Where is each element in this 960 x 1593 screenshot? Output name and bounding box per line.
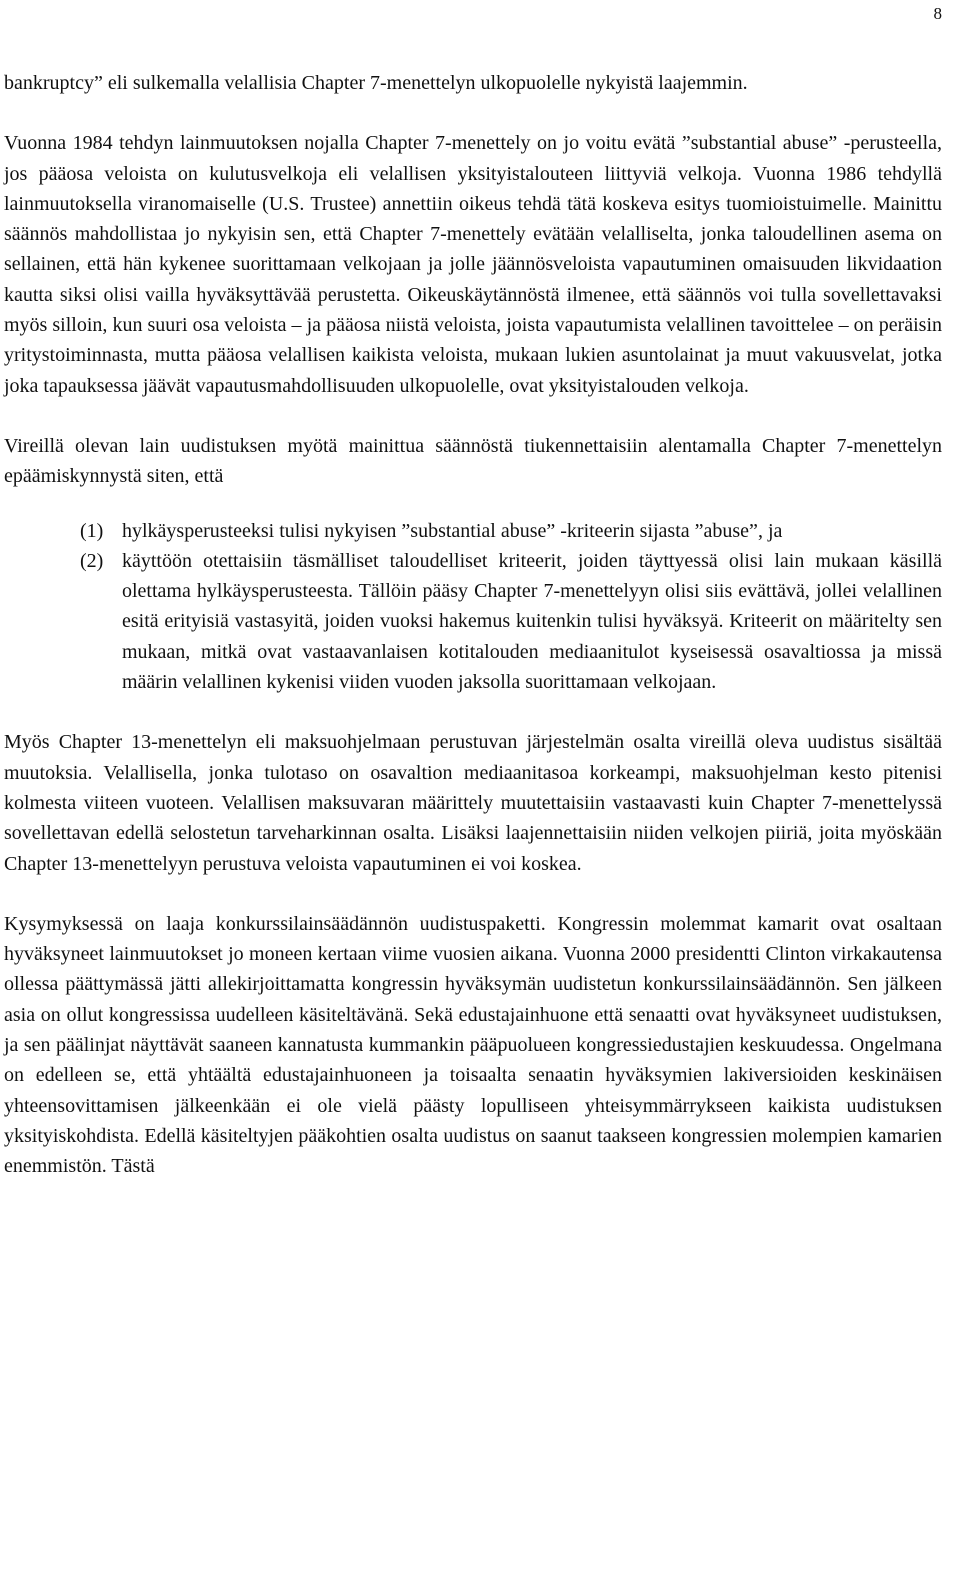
list-item-number: (1) <box>80 519 104 542</box>
paragraph-3: Vireillä olevan lain uudistuksen myötä mainittua säännöstä tiukennettaisiin alentamalla Chapter 7-menettelyn epäämiskynnystä siten, että <box>4 434 942 488</box>
numbered-list <box>4 516 942 698</box>
list-item <box>4 516 942 546</box>
list-item-text: käyttöön otettaisiin täsmälliset taloudelliset kriteerit, joiden täyttyessä olisi lain mukaan käsillä olettama hylkäysperusteesta. Tällöin pääsy Chapter 7-menettelyyn olisi siis evättävä, jollei velallinen esitä erityisiä vastasyitä, joiden vuoksi hakemus kuitenkin tulisi hyväksyä. Kriteerit on määritelty sen mukaan, mitkä ovat vastaavanlaisen kotitalouden mediaanitulot kyseisessä osavaltiossa ja missä määrin velallinen kykenisi viiden vuoden jaksolla suorittamaan velkojaan. <box>122 549 942 694</box>
paragraph-2: Vuonna 1984 tehdyn lainmuutoksen nojalla Chapter 7-menettely on jo voitu evätä ”substantial abuse” -perusteella, jos pääosa veloista on kulutusvelkoja eli velallisen yksityistalouteen liittyviä velkoja. Vuonna 1986 tehdyllä lainmuutoksella viranomaiselle (U.S. Trustee) annettiin oikeus tehdä tätä koskeva esitys tuomioistuimelle. Mainittu säännös mahdollistaa jo nykyisin sen, että Chapter 7-menettely evätään velalliselta, jonka taloudellinen asema on sellainen, että hän kykenee suorittamaan velkojaan ja jolle jäännösveloista vapautuminen omaisuuden likvidaation kautta siksi olisi vailla hyväksyttävää perustetta. Oikeuskäytännöstä ilmenee, että säännös voi tulla sovellettavaksi myös silloin, kun suuri osa veloista – ja pääosa niistä veloista, joista vapautumista velallinen tavoittelee – on peräisin yritystoiminnasta, mutta pääosa velallisen kaikista veloista, mukaan lukien asuntolainat ja muut vakuusvelat, jotka joka tapauksessa jäävät vapautusmahdollisuuden ulkopuolelle, ovat yksityistalouden velkoja. <box>4 132 942 397</box>
paragraph-1: bankruptcy” eli sulkemalla velallisia Chapter 7-menettelyn ulkopuolelle nykyistä laajemmin. <box>4 72 748 94</box>
paragraph-4: Myös Chapter 13-menettelyn eli maksuohjelmaan perustuvan järjestelmän osalta vireillä oleva uudistus sisältää muutoksia. Velallisella, jonka tulotaso on osavaltion mediaanitasoa korkeampi, maksuohjelman kesto pitenisi kolmesta viiteen vuoteen. Velallisen maksuvaran määrittely muutettaisiin vastaavasti kuin Chapter 7-menettelyssä sovellettavan edellä selostetun tarveharkinnan osalta. Lisäksi laajennettaisiin niiden velkojen piiriä, joita myöskään Chapter 13-menettelyyn perustuva veloista vapautuminen ei voi koskea. <box>4 731 942 875</box>
page-number: 8 <box>933 4 942 23</box>
list-item <box>4 546 942 697</box>
document-body <box>4 68 942 1182</box>
list-item-number: (2) <box>80 549 104 572</box>
list-item-text: hylkäysperusteeksi tulisi nykyisen ”substantial abuse” -kriteerin sijasta ”abuse”, ja <box>122 519 783 542</box>
paragraph-5: Kysymyksessä on laaja konkurssilainsäädännön uudistuspaketti. Kongressin molemmat kamarit ovat osaltaan hyväksyneet lainmuutokset jo moneen kertaan viime vuosien aikana. Vuonna 2000 presidentti Clinton virkakautensa ollessa päättymässä jätti allekirjoittamatta kongressin hyväksymän uudistetun konkurssilainsäädännön. Sen jälkeen asia on ollut kongressissa uudelleen käsiteltävänä. Sekä edustajainhuone että senaatti ovat hyväksyneet uudistuksen, ja sen päälinjat näyttävät saaneen kannatusta kummankin pääpuolueen kongressiedustajien keskuudessa. Ongelmana on edelleen se, että yhtäältä edustajainhuoneen ja toisaalta senaatin hyväksymien lakiversioiden keskinäisen yhteensovittamisen jälkeenkään ei ole vielä päästy lopulliseen yhteisymmärrykseen kaikista uudistuksen yksityiskohdista. Edellä käsiteltyjen pääkohtien osalta uudistus on saanut taakseen kongressien molempien kamarien enemmistön. Tästä <box>4 912 942 1178</box>
